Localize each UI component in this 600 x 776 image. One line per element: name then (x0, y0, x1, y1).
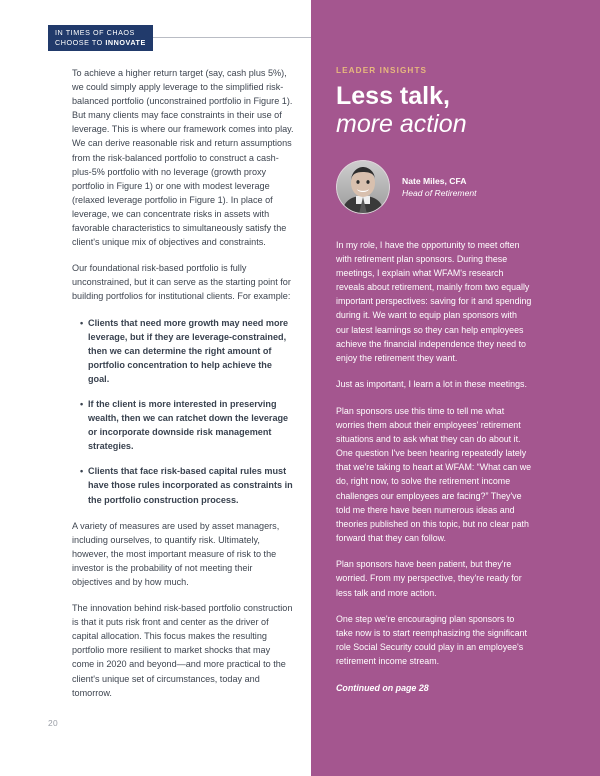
article-paragraph-3: A variety of measures are used by asset managers, including ourselves, to quantify risk. Ultimately, however, the most important measure of risk to the investor is the probability of not meeting their objectives and by how much. (72, 520, 280, 587)
avatar (336, 160, 390, 214)
panel-paragraph-4: Plan sponsors have been patient, but they're worried. From my perspective, they're ready for less talk and more action. (336, 559, 522, 598)
continued-on-page-note: Continued on page 28 (336, 683, 429, 694)
article-paragraph-4: The innovation behind risk-based portfolio construction is that it puts risk front and center as the driver of capital allocation. This focus makes the resulting portfolio more resilient to market shocks that may come in 2020 and beyond—and more practical to the client's unique set of circumstances, today and tomorrow. (72, 603, 293, 698)
eyebrow-line-1: IN TIMES OF CHAOS (55, 28, 135, 37)
list-item: • Clients that need more growth may need more leverage, but if they are leverage-constrained, then we can determine the right amount of portfolio concentration to help achieve the goal. (88, 316, 294, 386)
publication-eyebrow-badge (48, 25, 153, 51)
eyebrow-line-2-plain: CHOOSE TO (55, 37, 106, 47)
article-paragraph-2: Our foundational risk-based portfolio is fully unconstrained, but it can serve as the starting point for building portfolios for institutional clients. For example: (72, 263, 291, 302)
portrait-photo-icon (336, 160, 390, 214)
eyebrow-line-2-strong: INNOVATE (105, 37, 146, 47)
article-bullet-list (72, 316, 294, 507)
eyebrow-line-2 (55, 38, 146, 48)
author-byline (336, 160, 532, 214)
panel-paragraph-5: One step we're encouraging plan sponsors to take now is to start reemphasizing the significant role Social Security could play in an employee's retirement income stream. (336, 614, 527, 667)
list-item: • If the client is more interested in preserving wealth, then we can ratchet down the leverage or incorporate downside risk management strategies. (88, 397, 294, 453)
author-name: Nate Miles, CFA (402, 175, 467, 186)
panel-kicker: LEADER INSIGHTS (336, 66, 428, 75)
panel-title-line-1: Less talk, (336, 82, 450, 110)
author-byline-text (402, 175, 477, 200)
article-body-column (72, 66, 294, 700)
panel-body (336, 238, 532, 695)
panel-paragraph-2: Just as important, I learn a lot in these meetings. (336, 379, 527, 390)
article-paragraph-1: To achieve a higher return target (say, cash plus 5%), we could simply apply leverage to the simplified risk-balanced portfolio (unconstrained portfolio in Figure 1). But many clients may face constraints in their use of leverage. This is where our framework comes into play. We can derive reasonable risk and return assumptions from the risk-balanced portfolio to construct a cash-plus-5% portfolio with no leverage (growth proxy portfolio in Figure 1) or one with modest leverage (relaxed leverage portfolio in Figure 1). In place of leverage, we can concentrate risks in assets with favorable characteristics to simultaneously satisfy the client's unique mix of objectives and constraints. (72, 68, 294, 248)
leader-insights-panel (311, 0, 600, 776)
panel-paragraph-3: Plan sponsors use this time to tell me what worries them about their employees' retirement situations and to ask what they can do about it. One question I've been hearing repeatedly lately that we're taking to heart at WFAM: “What can we do, right now, to solve the retirement income challenges our employees are facing?” They've told me there have been numerous ideas and theories published on this topic, but no clear path forward that they can follow. (336, 405, 532, 543)
panel-title (336, 82, 532, 138)
panel-title-line-2: more action (336, 110, 467, 138)
page-number: 20 (48, 718, 58, 728)
panel-paragraph-1: In my role, I have the opportunity to meet often with retirement plan sponsors. During these meetings, I explain what WFAM's research reveals about retirement, mainly from two equally important perspectives: saving for it and spending during it. We want to equip plan sponsors with our latest learnings so they can help employees achieve the financial independence they need to enjoy the retirement they want. (336, 240, 532, 363)
list-item: • Clients that face risk-based capital rules must have those rules incorporated as constraints in the portfolio construction process. (88, 464, 294, 506)
author-role: Head of Retirement (402, 188, 477, 198)
